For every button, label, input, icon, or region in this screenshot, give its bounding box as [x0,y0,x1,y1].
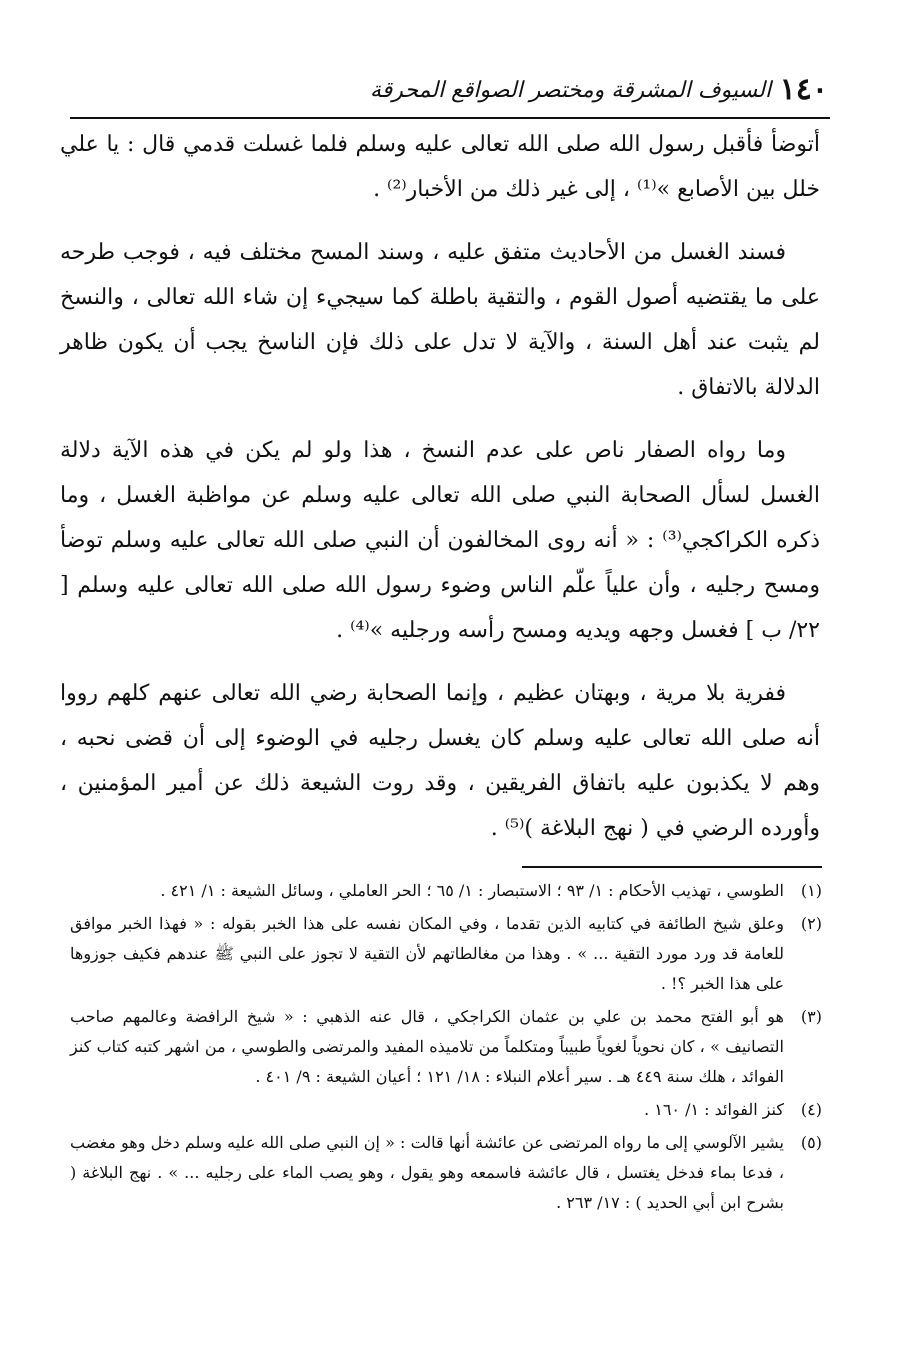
page-number: ١٤٠ [779,72,828,107]
footnote-rule [522,866,822,868]
running-title: السيوف المشرقة ومختصر الصواقع المحرقة [370,78,772,103]
footnote-text: كنز الفوائد : ١/ ١٦٠ . [644,1100,784,1119]
footnote-text: الطوسي ، تهذيب الأحكام : ١/ ٩٣ ؛ الاستبصار : ١/ ٦٥ ؛ الحر العاملي ، وسائل الشيعة : ١/ ٤٢١ . [160,881,784,900]
footnote-4 [70,1095,822,1125]
footnote-text: هو أبو الفتح محمد بن علي بن عثمان الكراجكي ، قال عنه الذهبي : « شيخ الرافضة وعالمهم صاحب التصانيف » ، كان نحوياً لغوياً طبيباً ومتكلماً من تلاميذه المفيد والمرتضى والطوسي ، من اشهر كتبه كتاب كنز الفوائد ، هلك سنة ٤٤٩ هـ . سير أعلام النبلاء : ١٨/ ١٢١ ؛ أعيان الشيعة : ٩/ ٤٠١ . [70,1007,784,1086]
paragraph: أتوضأ فأقبل رسول الله صلى الله تعالى عليه وسلم فلما غسلت قدمي قال : يا علي خلل بين الأصابع »⁽¹⁾ ، إلى غير ذلك من الأخبار⁽²⁾ . [60,132,820,202]
footnote-3 [70,1002,822,1092]
footnote-number: (٢) [800,914,822,933]
footnote-1 [70,876,822,906]
page-header [70,70,830,114]
paragraph: وما رواه الصفار ناص على عدم النسخ ، هذا ولو لم يكن في هذه الآية دلالة الغسل لسأل الصحابة النبي صلى الله تعالى عليه وسلم عن مواظبة الغسل ، وما ذكره الكراكجي⁽³⁾ : « أنه روى المخالفون أن النبي صلى الله تعالى عليه وسلم توضأ ومسح رجليه ، وأن علياً علّم الناس وضوء رسول الله صلى الله تعالى عليه وسلم [ ٢٢/ ب ] فغسل وجهه ويديه ومسح رأسه ورجليه »⁽⁴⁾ . [60,438,821,643]
main-text [60,122,820,869]
footnote-text: وعلق شيخ الطائفة في كتابيه الذين تقدما ، وفي المكان نفسه على هذا الخبر بقوله : « فهذا الخبر موافق للعامة قد ورد مورد التقية ... » . وهذا من مغالطاتهم لأن التقية لا تجوز على النبي ﷺ عندهم فكيف جوزوها على هذا الخبر ؟! . [70,914,784,993]
footnote-5 [70,1128,822,1218]
footnote-number: (١) [800,881,822,900]
footnote-number: (٣) [800,1007,822,1026]
paragraph: فسند الغسل من الأحاديث متفق عليه ، وسند المسح مختلف فيه ، فوجب طرحه على ما يقتضيه أصول القوم ، والتقية باطلة كما سيجيء إن شاء الله تعالى ، والنسخ لم يثبت عند أهل السنة ، والآية لا تدل على ذلك فإن الناسخ يجب أن يكون ظاهر الدلالة بالاتفاق . [60,240,820,400]
footnotes [70,876,822,1221]
header-rule [70,117,830,119]
footnote-number: (٤) [800,1100,822,1119]
footnote-text: يشير الآلوسي إلى ما رواه المرتضى عن عائشة أنها قالت : « إن النبي صلى الله عليه وسلم دخل وهو مغضب ، فدعا بماء فدخل يغتسل ، قال عائشة فاسمعه وهو يقول ، وهو يصب الماء على رجليه ... » . نهج البلاغة ( بشرح ابن أبي الحديد ) : ١٧/ ٢٦٣ . [70,1133,785,1212]
footnote-number: (٥) [800,1133,822,1152]
footnote-2 [70,909,822,999]
paragraph: ففرية بلا مرية ، وبهتان عظيم ، وإنما الصحابة رضي الله تعالى عنهم كلهم رووا أنه صلى الله تعالى عليه وسلم كان يغسل رجليه في الوضوء إلى أن قضى نحبه ، وهم لا يكذبون عليه باتفاق الفريقين ، وقد روت الشيعة ذلك عن أمير المؤمنين ، وأورده الرضي في ( نهج البلاغة )⁽⁵⁾ . [60,681,820,841]
